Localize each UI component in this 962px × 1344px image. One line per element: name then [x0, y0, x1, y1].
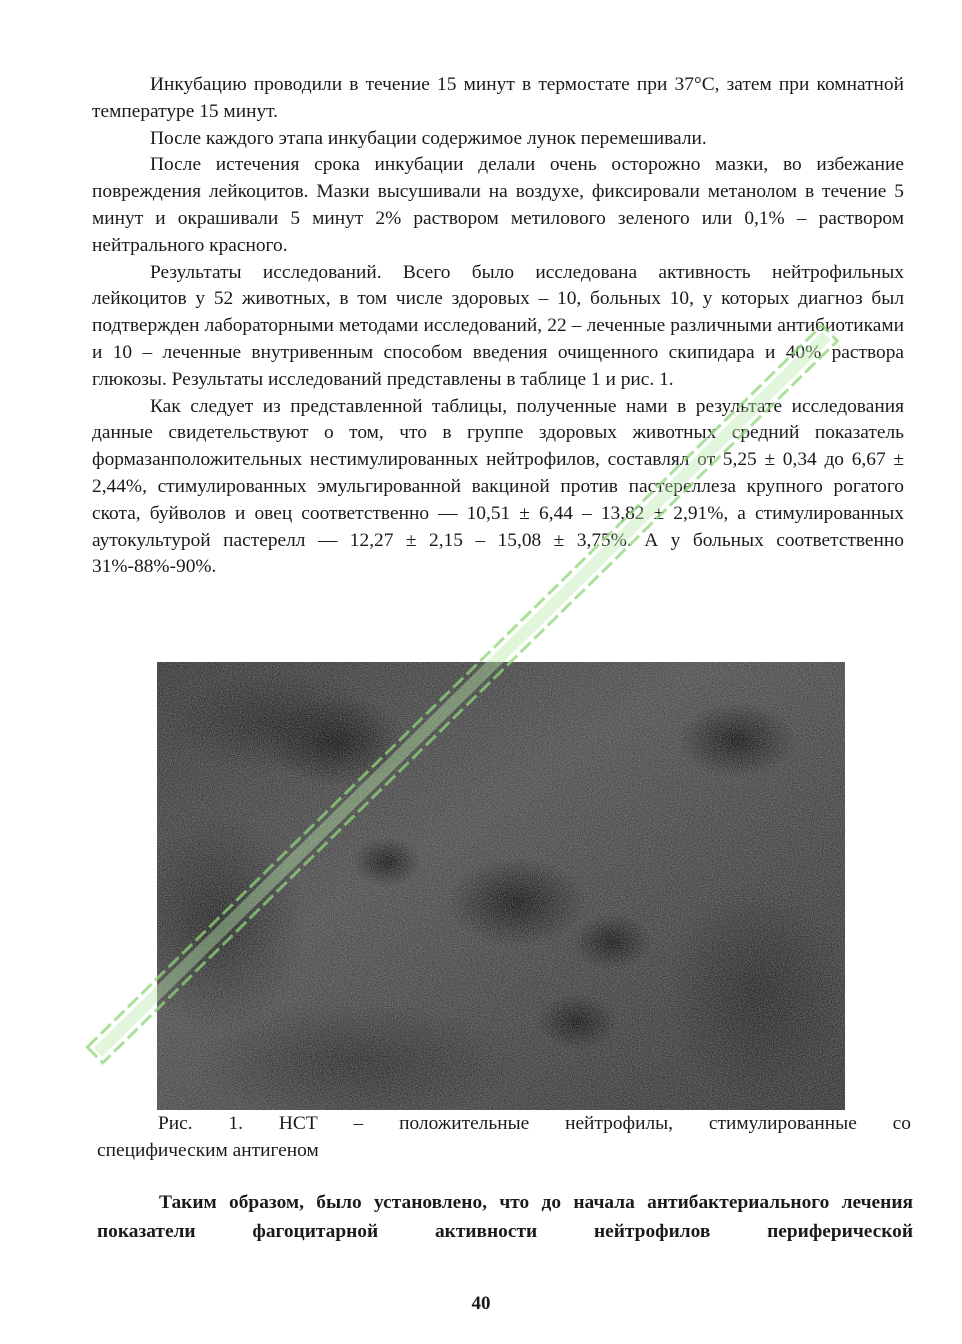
paragraph-smears: После истечения срока инкубации делали очень осторожно мазки, во избежание повреждения лейкоцитов. Мазки высушивали на воздухе, фиксировали метанолом в течение 5 минут и окрашивали 5 минут 2% раствором метилового зеленого или 0,1% – раствором нейтрального красного. — [92, 154, 904, 256]
caption-word: со — [892, 1113, 911, 1134]
caption-line-1 — [97, 1110, 911, 1137]
paragraph-results: Результаты исследований. Всего было исследована активность нейтрофильных лейкоцитов у 52 животных, в том числе здоровых – 10, больных 10, у которых диагноз был подтвержден лабораторными методами исследований, 22 – леченные различными антибиотиками и 10 – леченные внутривенным способом введения очищенного скипидара и 40% раствора глюкозы. Результаты исследований представлены в таблице 1 и рис. 1. — [92, 261, 904, 390]
paragraph-incubation: Инкубацию проводили в течение 15 минут в термостате при 37°С, затем при комнатной температуре 15 минут. — [92, 74, 904, 122]
caption-word: 1. — [228, 1113, 244, 1134]
figure-caption — [97, 1110, 911, 1164]
page-number: 40 — [471, 1293, 491, 1314]
caption-word: нейтрофилы, — [565, 1113, 674, 1134]
paragraph-mixing: После каждого этапа инкубации содержимое лунок перемешивали. — [150, 127, 707, 149]
conclusion-paragraph — [97, 1188, 913, 1246]
micrograph-image — [157, 662, 845, 1110]
conclusion-text: Таким образом, было установлено, что до начала антибактериального лечения показатели фагоцитарной активности нейтрофилов периферической — [97, 1192, 913, 1242]
paragraph-table-discussion: Как следует из представленной таблицы, полученные нами в результате исследования данные свидетельствуют о том, что в группе здоровых животных средний показатель формазанположительных нестимулированных нейтрофилов, составлял от 5,25 ± 0,34 до 6,67 ± 2,44%, стимулированных эмульгированной вакциной против пастереллеза крупного рогатого скота, буйволов и овец соответственно — 10,51 ± 6,44 – 13,82 ± 2,91%, а стимулированных аутокультурой пастерелл — 12,27 ± 2,15 – 15,08 ± 3,75%. А у больных соответственно 31%-88%-90%. — [92, 395, 904, 578]
caption-word: Рис. — [158, 1113, 193, 1134]
caption-line-2: специфическим антигеном — [97, 1140, 319, 1161]
body-text — [92, 72, 904, 581]
micrograph-figure — [157, 662, 845, 1110]
caption-word: стимулированные — [708, 1113, 857, 1134]
caption-word: – — [353, 1113, 364, 1134]
caption-word: положительные — [399, 1113, 530, 1134]
caption-word: НСТ — [278, 1113, 318, 1134]
